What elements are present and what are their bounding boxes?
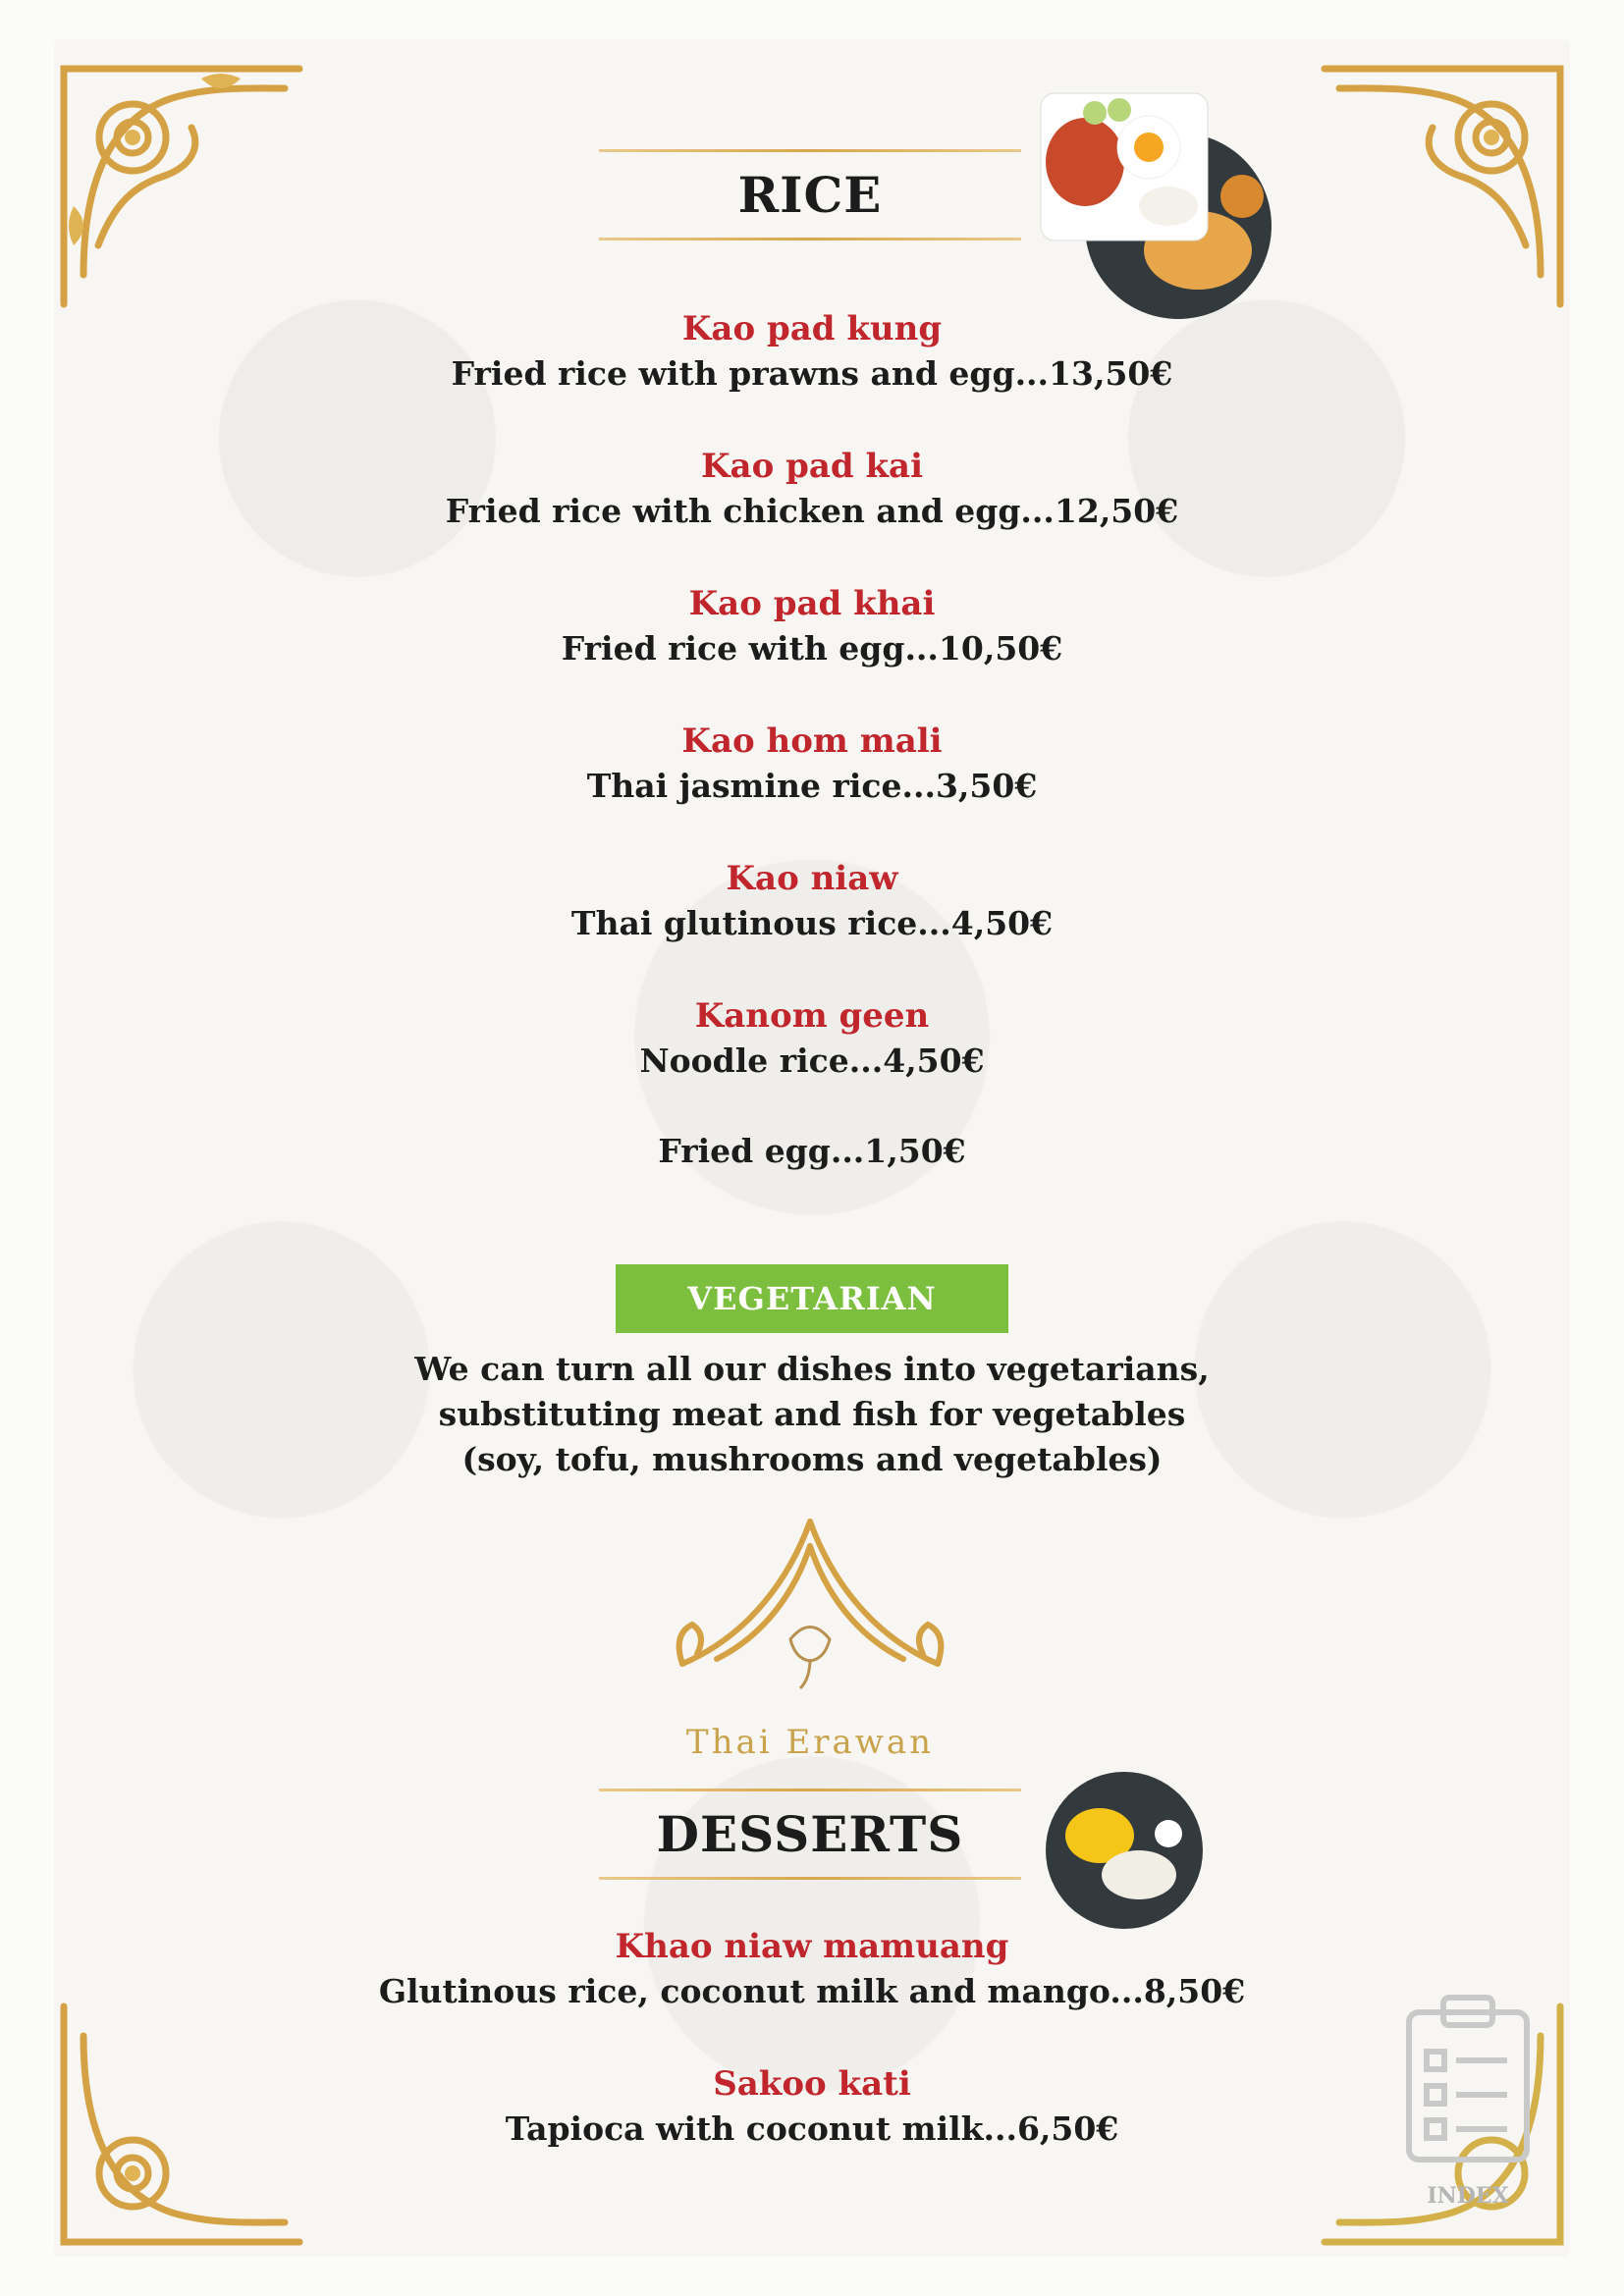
vegetarian-note-line: substituting meat and fish for vegetables — [438, 1395, 1186, 1433]
header-rule — [599, 238, 1021, 240]
rice-dish-icon — [1021, 88, 1286, 324]
index-list-icon — [1399, 1993, 1537, 2169]
index-label: INDEX — [1427, 2183, 1509, 2209]
temple-logo-icon — [663, 1517, 957, 1713]
rice-item — [0, 719, 1624, 809]
rice-section-header — [599, 149, 1021, 240]
rice-item — [0, 306, 1624, 397]
ornament-corner-icon — [1315, 59, 1570, 314]
dish-name: Kao pad kai — [700, 447, 923, 486]
restaurant-logo — [648, 1517, 972, 1762]
dessert-item — [0, 2061, 1624, 2152]
dish-description: Tapioca with coconut milk...6,50€ — [505, 2109, 1119, 2148]
header-rule — [599, 1877, 1021, 1880]
dish-description: Fried egg...1,50€ — [658, 1132, 966, 1170]
dish-description: Fried rice with chicken and egg...12,50€ — [445, 492, 1179, 530]
dish-name: Sakoo kati — [713, 2064, 911, 2104]
rice-item — [0, 581, 1624, 671]
ornament-corner-icon — [54, 59, 309, 314]
rice-extra-item — [0, 1129, 1624, 1174]
desserts-title: DESSERTS — [656, 1805, 964, 1863]
dessert-item — [0, 1924, 1624, 2014]
vegetarian-note-line: (soy, tofu, mushrooms and vegetables) — [461, 1440, 1163, 1478]
dish-name: Kao hom mali — [681, 721, 943, 761]
dish-description: Noodle rice...4,50€ — [639, 1041, 985, 1080]
dish-description: Glutinous rice, coconut milk and mango...8,50€ — [378, 1972, 1246, 2010]
mango-dessert-icon — [1041, 1767, 1208, 1934]
dish-name: Kao pad kung — [681, 309, 943, 348]
index-link[interactable] — [1394, 1993, 1542, 2209]
dish-description: Thai glutinous rice...4,50€ — [570, 904, 1054, 942]
dish-name: Kao pad khai — [688, 584, 936, 623]
vegetarian-note — [0, 1347, 1624, 1482]
rice-title: RICE — [737, 166, 883, 224]
rice-item — [0, 856, 1624, 946]
dish-name: Kanom geen — [694, 996, 930, 1036]
vegetarian-note-line: We can turn all our dishes into vegetarians, — [414, 1350, 1210, 1388]
desserts-section-header — [599, 1789, 1021, 1880]
dish-name: Khao niaw mamuang — [615, 1927, 1009, 1966]
dish-description: Fried rice with egg...10,50€ — [561, 629, 1063, 667]
vegetarian-badge: VEGETARIAN — [616, 1264, 1008, 1333]
dish-name: Kao niaw — [726, 859, 898, 898]
dish-description: Fried rice with prawns and egg...13,50€ — [451, 354, 1173, 393]
logo-name: Thai Erawan — [685, 1723, 935, 1762]
dish-description: Thai jasmine rice...3,50€ — [586, 767, 1038, 805]
rice-item — [0, 444, 1624, 534]
rice-item — [0, 993, 1624, 1084]
